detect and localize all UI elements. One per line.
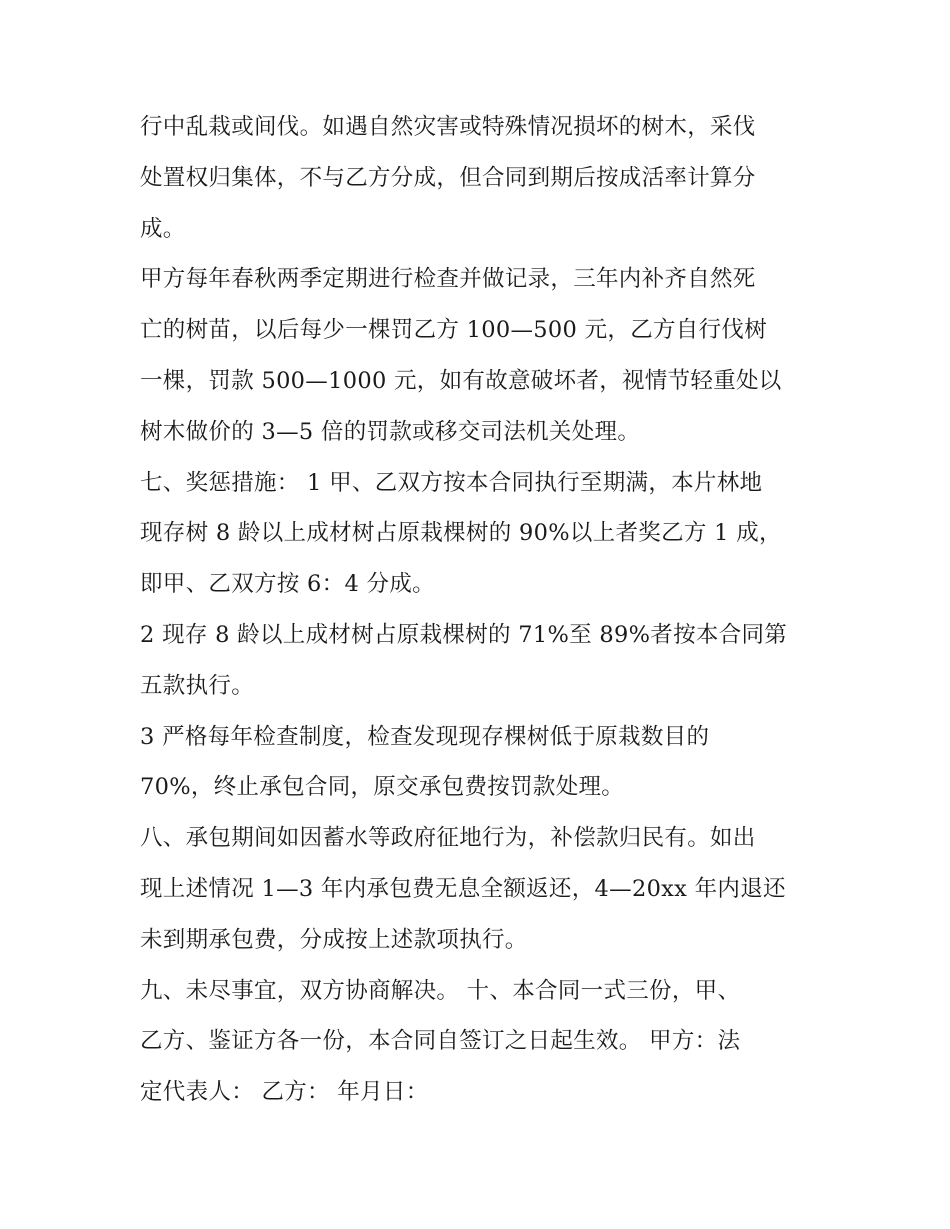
text-line: 五款执行。	[140, 672, 255, 699]
text-line: 3 严格每年检查制度，检查发现现存棵树低于原栽数目的	[140, 723, 710, 750]
text-line: 2 现存 8 龄以上成材树占原栽棵树的 71%至 89%者按本合同第	[140, 621, 788, 648]
text-line: 九、未尽事宜，双方协商解决。 十、本合同一式三份，甲、	[140, 977, 741, 1004]
text-line: 70%，终止承包合同，原交承包费按罚款处理。	[140, 774, 625, 801]
text-line: 一棵，罚款 500—1000 元，如有故意破坏者，视情节轻重处以	[140, 367, 782, 394]
text-line: 定代表人： 乙方： 年月日：	[140, 1079, 429, 1106]
contract-body-text	[140, 102, 815, 1118]
text-line: 八、承包期间如因蓄水等政府征地行为，补偿款归民有。如出	[140, 825, 756, 852]
text-line: 现上述情况 1—3 年内承包费无息全额返还，4—20xx 年内退还	[140, 875, 786, 902]
text-line: 即甲、乙双方按 6：4 分成。	[140, 571, 435, 598]
text-line: 甲方每年春秋两季定期进行检查并做记录，三年内补齐自然死	[140, 266, 756, 293]
text-line: 处置权归集体，不与乙方分成，但合同到期后按成活率计算分	[140, 164, 756, 191]
text-line: 未到期承包费，分成按上述款项执行。	[140, 926, 528, 953]
text-line: 七、奖惩措施： 1 甲、乙双方按本合同执行至期满，本片林地	[140, 469, 763, 496]
text-line: 现存树 8 龄以上成材树占原栽棵树的 90%以上者奖乙方 1 成，	[140, 520, 782, 547]
text-line: 亡的树苗，以后每少一棵罚乙方 100—500 元，乙方自行伐树	[140, 317, 767, 344]
text-line: 成。	[140, 215, 186, 242]
text-line: 树木做价的 3—5 倍的罚款或移交司法机关处理。	[140, 418, 641, 445]
text-line: 乙方、鉴证方各一份，本合同自签订之日起生效。 甲方：法	[140, 1028, 741, 1055]
text-line: 行中乱栽或间伐。如遇自然灾害或特殊情况损坏的树木，采伐	[140, 114, 756, 140]
